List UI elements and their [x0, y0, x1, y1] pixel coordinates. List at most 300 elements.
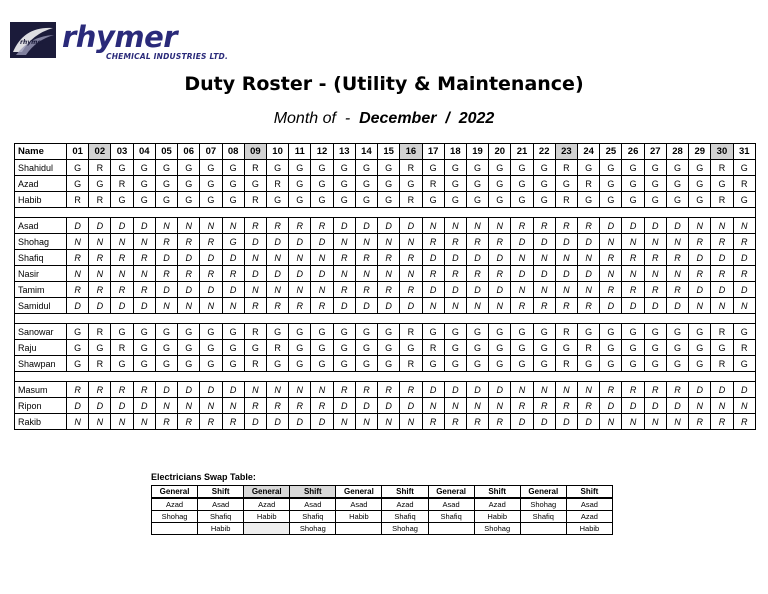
- shift-cell: G: [155, 340, 177, 356]
- shift-cell: G: [600, 192, 622, 208]
- shift-cell: R: [333, 382, 355, 398]
- day-header: 15: [378, 144, 400, 160]
- shift-cell: N: [178, 298, 200, 314]
- day-header: 09: [244, 144, 266, 160]
- shift-cell: R: [155, 414, 177, 430]
- shift-cell: D: [689, 282, 711, 298]
- shift-cell: R: [89, 192, 111, 208]
- shift-cell: R: [711, 356, 733, 372]
- shift-cell: D: [689, 250, 711, 266]
- shift-cell: G: [289, 160, 311, 176]
- swap-cell: Azad: [382, 498, 428, 511]
- shift-cell: N: [178, 218, 200, 234]
- shift-cell: N: [666, 414, 688, 430]
- shift-cell: R: [689, 266, 711, 282]
- shift-cell: G: [733, 160, 755, 176]
- shift-cell: D: [489, 250, 511, 266]
- shift-cell: N: [200, 398, 222, 414]
- shift-cell: R: [266, 340, 288, 356]
- shift-cell: G: [200, 192, 222, 208]
- employee-name: Shahidul: [15, 160, 67, 176]
- shift-cell: G: [133, 160, 155, 176]
- month-separator: /: [436, 110, 459, 127]
- shift-cell: N: [244, 382, 266, 398]
- shift-cell: G: [355, 176, 377, 192]
- shift-cell: D: [67, 398, 89, 414]
- shift-cell: G: [355, 192, 377, 208]
- shift-cell: G: [733, 324, 755, 340]
- month-line: [0, 110, 768, 128]
- shift-cell: G: [644, 176, 666, 192]
- shift-cell: D: [355, 398, 377, 414]
- shift-cell: N: [67, 234, 89, 250]
- swap-cell: [152, 523, 198, 535]
- shift-cell: N: [355, 266, 377, 282]
- shift-cell: G: [222, 176, 244, 192]
- swap-cell: Azad: [244, 498, 290, 511]
- swap-cell: Shafiq: [198, 511, 244, 523]
- shift-cell: R: [355, 382, 377, 398]
- shift-cell: G: [422, 160, 444, 176]
- shift-cell: D: [355, 218, 377, 234]
- shift-cell: D: [244, 414, 266, 430]
- shift-cell: N: [422, 218, 444, 234]
- shift-cell: R: [89, 356, 111, 372]
- shift-cell: N: [333, 266, 355, 282]
- shift-cell: R: [266, 398, 288, 414]
- swap-column-header: General: [244, 486, 290, 499]
- shift-cell: R: [244, 398, 266, 414]
- shift-cell: N: [311, 282, 333, 298]
- employee-name: Asad: [15, 218, 67, 234]
- shift-cell: R: [555, 192, 577, 208]
- swap-column-header: General: [428, 486, 474, 499]
- shift-cell: N: [555, 382, 577, 398]
- shift-cell: D: [533, 266, 555, 282]
- shift-cell: R: [666, 382, 688, 398]
- shift-cell: G: [378, 324, 400, 340]
- shift-cell: R: [67, 282, 89, 298]
- shift-cell: R: [266, 298, 288, 314]
- shift-cell: G: [444, 340, 466, 356]
- shift-cell: R: [89, 382, 111, 398]
- swap-cell: Shafiq: [290, 511, 336, 523]
- shift-cell: N: [311, 382, 333, 398]
- shift-cell: N: [422, 298, 444, 314]
- shift-cell: R: [244, 298, 266, 314]
- shift-cell: D: [600, 218, 622, 234]
- shift-cell: D: [200, 282, 222, 298]
- shift-cell: D: [289, 234, 311, 250]
- shift-cell: G: [689, 356, 711, 372]
- shift-cell: G: [378, 160, 400, 176]
- shift-cell: G: [289, 192, 311, 208]
- shift-cell: R: [266, 176, 288, 192]
- svg-text:rhymer: rhymer: [20, 39, 45, 46]
- shift-cell: G: [644, 160, 666, 176]
- shift-cell: G: [333, 356, 355, 372]
- shift-cell: D: [200, 382, 222, 398]
- shift-cell: G: [244, 340, 266, 356]
- swap-cell: Shafiq: [382, 511, 428, 523]
- shift-cell: G: [289, 324, 311, 340]
- shift-cell: G: [422, 324, 444, 340]
- swap-header-row: [152, 486, 613, 499]
- shift-cell: R: [333, 250, 355, 266]
- swap-cell: Shohag: [382, 523, 428, 535]
- shift-cell: R: [666, 250, 688, 266]
- swap-cell: Azad: [566, 511, 612, 523]
- shift-cell: G: [222, 234, 244, 250]
- shift-cell: G: [111, 324, 133, 340]
- table-row: [15, 176, 756, 192]
- shift-cell: G: [400, 176, 422, 192]
- shift-cell: N: [689, 298, 711, 314]
- shift-cell: G: [533, 340, 555, 356]
- shift-cell: G: [89, 176, 111, 192]
- shift-cell: G: [666, 192, 688, 208]
- shift-cell: R: [266, 218, 288, 234]
- table-row: [15, 414, 756, 430]
- swap-column-header: Shift: [474, 486, 520, 499]
- shift-cell: R: [355, 282, 377, 298]
- shift-cell: N: [311, 250, 333, 266]
- table-row: [15, 340, 756, 356]
- shift-cell: N: [355, 414, 377, 430]
- shift-cell: D: [200, 250, 222, 266]
- swap-cell: Shafiq: [520, 511, 566, 523]
- shift-cell: D: [266, 234, 288, 250]
- day-header: 31: [733, 144, 755, 160]
- shift-cell: G: [311, 356, 333, 372]
- day-header: 14: [355, 144, 377, 160]
- swap-row: [152, 523, 613, 535]
- swap-cell: [520, 523, 566, 535]
- shift-cell: N: [733, 218, 755, 234]
- shift-cell: N: [711, 298, 733, 314]
- table-row: [15, 250, 756, 266]
- shift-cell: G: [266, 356, 288, 372]
- shift-cell: G: [355, 356, 377, 372]
- shift-cell: R: [466, 414, 488, 430]
- shift-cell: N: [222, 298, 244, 314]
- shift-cell: R: [155, 266, 177, 282]
- shift-cell: G: [67, 176, 89, 192]
- shift-cell: N: [378, 414, 400, 430]
- shift-cell: G: [666, 176, 688, 192]
- shift-cell: N: [622, 234, 644, 250]
- shift-cell: R: [378, 250, 400, 266]
- shift-cell: G: [333, 176, 355, 192]
- shift-cell: D: [600, 398, 622, 414]
- shift-cell: R: [444, 234, 466, 250]
- day-header: 20: [489, 144, 511, 160]
- shift-cell: R: [466, 266, 488, 282]
- shift-cell: N: [133, 414, 155, 430]
- shift-cell: R: [422, 234, 444, 250]
- shift-cell: N: [733, 398, 755, 414]
- shift-cell: G: [489, 160, 511, 176]
- shift-cell: G: [222, 340, 244, 356]
- shift-cell: R: [511, 298, 533, 314]
- shift-cell: G: [355, 324, 377, 340]
- shift-cell: G: [200, 324, 222, 340]
- shift-cell: R: [578, 398, 600, 414]
- shift-cell: D: [311, 234, 333, 250]
- shift-cell: D: [378, 298, 400, 314]
- shift-cell: G: [311, 340, 333, 356]
- shift-cell: G: [622, 356, 644, 372]
- shift-cell: N: [200, 218, 222, 234]
- shift-cell: G: [155, 192, 177, 208]
- shift-cell: G: [533, 356, 555, 372]
- shift-cell: N: [67, 266, 89, 282]
- shift-cell: G: [133, 324, 155, 340]
- day-header: 07: [200, 144, 222, 160]
- swap-cell: Asad: [566, 498, 612, 511]
- shift-cell: G: [466, 160, 488, 176]
- shift-cell: G: [733, 356, 755, 372]
- shift-cell: R: [155, 234, 177, 250]
- shift-cell: R: [111, 176, 133, 192]
- shift-cell: N: [733, 298, 755, 314]
- group-separator-row: [15, 314, 756, 324]
- shift-cell: N: [155, 218, 177, 234]
- shift-cell: G: [222, 356, 244, 372]
- shift-cell: N: [111, 234, 133, 250]
- shift-cell: D: [89, 218, 111, 234]
- shift-cell: R: [622, 382, 644, 398]
- shift-cell: D: [600, 298, 622, 314]
- shift-cell: R: [111, 282, 133, 298]
- shift-cell: D: [422, 382, 444, 398]
- shift-cell: G: [622, 324, 644, 340]
- shift-cell: D: [578, 266, 600, 282]
- shift-cell: N: [266, 382, 288, 398]
- shift-cell: D: [355, 298, 377, 314]
- shift-cell: R: [222, 266, 244, 282]
- shift-cell: D: [666, 298, 688, 314]
- shift-cell: G: [466, 324, 488, 340]
- shift-cell: G: [511, 176, 533, 192]
- shift-cell: G: [466, 192, 488, 208]
- shift-cell: D: [266, 266, 288, 282]
- employee-name: Rakib: [15, 414, 67, 430]
- shift-cell: G: [67, 340, 89, 356]
- day-header: 11: [289, 144, 311, 160]
- shift-cell: G: [422, 356, 444, 372]
- swap-cell: Asad: [290, 498, 336, 511]
- employee-name: Habib: [15, 192, 67, 208]
- shift-cell: R: [644, 382, 666, 398]
- shift-cell: D: [333, 298, 355, 314]
- shift-cell: D: [266, 414, 288, 430]
- shift-cell: R: [733, 176, 755, 192]
- shift-cell: R: [600, 250, 622, 266]
- shift-cell: G: [489, 192, 511, 208]
- shift-cell: D: [222, 282, 244, 298]
- shift-cell: R: [67, 250, 89, 266]
- shift-cell: D: [67, 298, 89, 314]
- shift-cell: G: [622, 160, 644, 176]
- swap-cell: Azad: [152, 498, 198, 511]
- shift-cell: D: [133, 398, 155, 414]
- swap-cell: Shohag: [290, 523, 336, 535]
- shift-cell: N: [400, 234, 422, 250]
- day-header: 24: [578, 144, 600, 160]
- shift-cell: D: [400, 218, 422, 234]
- shift-cell: R: [711, 192, 733, 208]
- shift-cell: N: [533, 282, 555, 298]
- shift-cell: D: [711, 282, 733, 298]
- shift-cell: D: [155, 250, 177, 266]
- shift-cell: G: [600, 324, 622, 340]
- shift-cell: G: [67, 160, 89, 176]
- shift-cell: G: [444, 160, 466, 176]
- shift-cell: G: [622, 340, 644, 356]
- shift-cell: G: [689, 324, 711, 340]
- shift-cell: G: [644, 324, 666, 340]
- shift-cell: R: [533, 218, 555, 234]
- swap-column-header: General: [152, 486, 198, 499]
- shift-cell: N: [489, 398, 511, 414]
- day-header: 27: [644, 144, 666, 160]
- shift-cell: R: [67, 192, 89, 208]
- shift-cell: D: [89, 298, 111, 314]
- shift-cell: R: [622, 250, 644, 266]
- shift-cell: N: [155, 398, 177, 414]
- shift-cell: N: [333, 234, 355, 250]
- shift-cell: N: [600, 266, 622, 282]
- shift-cell: D: [155, 282, 177, 298]
- shift-cell: R: [400, 382, 422, 398]
- shift-cell: G: [89, 340, 111, 356]
- shift-cell: G: [378, 340, 400, 356]
- employee-name: Tamim: [15, 282, 67, 298]
- shift-cell: D: [622, 398, 644, 414]
- shift-cell: G: [378, 192, 400, 208]
- shift-cell: G: [133, 340, 155, 356]
- day-header: 12: [311, 144, 333, 160]
- shift-cell: R: [555, 218, 577, 234]
- shift-cell: G: [555, 340, 577, 356]
- day-header: 05: [155, 144, 177, 160]
- employee-name: Nasir: [15, 266, 67, 282]
- shift-cell: G: [378, 356, 400, 372]
- separator-cell: [15, 208, 756, 218]
- shift-cell: R: [644, 250, 666, 266]
- shift-cell: R: [244, 356, 266, 372]
- shift-cell: R: [67, 382, 89, 398]
- shift-cell: G: [711, 340, 733, 356]
- shift-cell: N: [689, 218, 711, 234]
- employee-name: Raju: [15, 340, 67, 356]
- shift-cell: D: [622, 218, 644, 234]
- shift-cell: R: [644, 282, 666, 298]
- shift-cell: G: [200, 340, 222, 356]
- shift-cell: N: [222, 398, 244, 414]
- shift-cell: N: [644, 266, 666, 282]
- shift-cell: R: [489, 234, 511, 250]
- table-row: [15, 382, 756, 398]
- page-title: Duty Roster - (Utility & Maintenance): [184, 73, 584, 95]
- shift-cell: R: [111, 382, 133, 398]
- swap-table-title: Electricians Swap Table:: [151, 472, 256, 482]
- shift-cell: G: [689, 176, 711, 192]
- shift-cell: D: [622, 298, 644, 314]
- shift-cell: D: [578, 234, 600, 250]
- shift-cell: D: [466, 250, 488, 266]
- shift-cell: G: [311, 160, 333, 176]
- shift-cell: N: [466, 398, 488, 414]
- shift-cell: R: [711, 234, 733, 250]
- shift-cell: N: [400, 414, 422, 430]
- shift-cell: G: [311, 324, 333, 340]
- shift-cell: R: [533, 298, 555, 314]
- swap-cell: Shafiq: [428, 511, 474, 523]
- shift-cell: D: [333, 218, 355, 234]
- shift-cell: G: [67, 324, 89, 340]
- shift-cell: D: [111, 398, 133, 414]
- shift-cell: G: [644, 192, 666, 208]
- shift-cell: N: [244, 250, 266, 266]
- shift-cell: D: [289, 414, 311, 430]
- shift-cell: N: [378, 266, 400, 282]
- shift-cell: G: [600, 356, 622, 372]
- shift-cell: R: [178, 234, 200, 250]
- shift-cell: R: [111, 250, 133, 266]
- shift-cell: D: [133, 298, 155, 314]
- shift-cell: R: [244, 192, 266, 208]
- shift-cell: G: [533, 160, 555, 176]
- shift-cell: G: [578, 160, 600, 176]
- shift-cell: N: [289, 382, 311, 398]
- shift-cell: R: [422, 266, 444, 282]
- day-header: 23: [555, 144, 577, 160]
- shift-cell: R: [733, 234, 755, 250]
- shift-cell: D: [578, 414, 600, 430]
- shift-cell: G: [622, 176, 644, 192]
- swap-cell: Shohag: [152, 511, 198, 523]
- shift-cell: G: [355, 340, 377, 356]
- shift-cell: G: [489, 324, 511, 340]
- shift-cell: R: [111, 340, 133, 356]
- swap-column-header: Shift: [198, 486, 244, 499]
- shift-cell: G: [178, 192, 200, 208]
- shift-cell: N: [422, 398, 444, 414]
- shift-cell: D: [111, 218, 133, 234]
- shift-cell: N: [622, 266, 644, 282]
- swap-cell: Habib: [244, 511, 290, 523]
- shift-cell: R: [311, 218, 333, 234]
- shift-cell: N: [378, 234, 400, 250]
- day-header: 30: [711, 144, 733, 160]
- shift-cell: R: [244, 160, 266, 176]
- swap-cell: [336, 523, 382, 535]
- shift-cell: R: [200, 266, 222, 282]
- shift-cell: D: [644, 398, 666, 414]
- shift-cell: G: [711, 176, 733, 192]
- shift-cell: R: [289, 398, 311, 414]
- shift-cell: D: [733, 282, 755, 298]
- shift-cell: G: [178, 356, 200, 372]
- shift-cell: G: [333, 192, 355, 208]
- shift-cell: G: [600, 340, 622, 356]
- month-name: December: [359, 110, 437, 127]
- shift-cell: N: [711, 218, 733, 234]
- shift-cell: N: [444, 398, 466, 414]
- shift-cell: D: [311, 414, 333, 430]
